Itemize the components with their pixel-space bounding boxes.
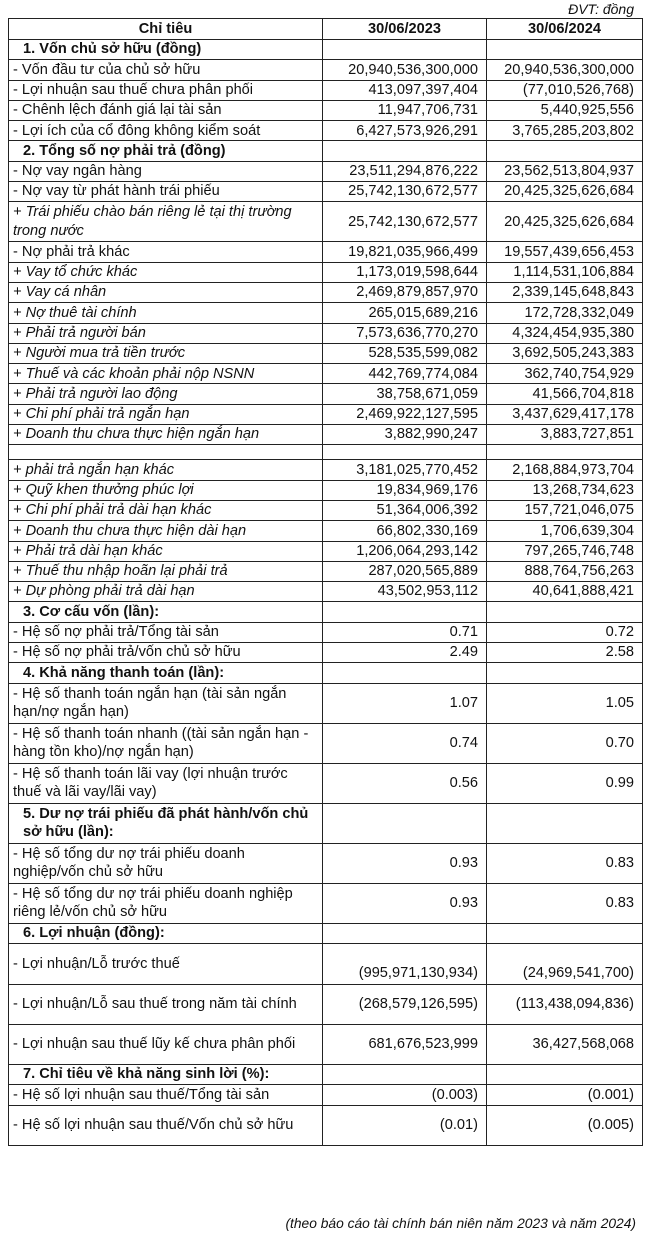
- row-label: - Lợi ích của cổ đông không kiểm soát: [9, 121, 323, 141]
- value-2023: 2.49: [323, 643, 487, 663]
- row-label: 1. Vốn chủ sở hữu (đồng): [9, 40, 323, 60]
- table-row: [9, 480, 643, 500]
- table-row: [9, 521, 643, 541]
- value-2023: 23,511,294,876,222: [323, 161, 487, 181]
- row-label: - Hệ số tổng dư nợ trái phiếu doanh nghiệp riêng lẻ/vốn chủ sở hữu: [9, 883, 323, 923]
- row-label: - Hệ số nợ phải trả/Tổng tài sản: [9, 622, 323, 642]
- value-2024: (0.005): [487, 1105, 643, 1145]
- value-2024: [487, 803, 643, 843]
- row-label: - Hệ số thanh toán lãi vay (lợi nhuận trước thuế và lãi vay/lãi vay): [9, 763, 323, 803]
- table-row: [9, 683, 643, 723]
- value-2024: 19,557,439,656,453: [487, 242, 643, 262]
- row-label: 6. Lợi nhuận (đồng):: [9, 923, 323, 943]
- financial-table: [8, 18, 643, 1146]
- table-row: [9, 100, 643, 120]
- row-label: 7. Chỉ tiêu về khả năng sinh lời (%):: [9, 1064, 323, 1084]
- table-row: [9, 1085, 643, 1105]
- row-label: 3. Cơ cấu vốn (lần):: [9, 602, 323, 622]
- table-header-row: [9, 19, 643, 40]
- row-label: + Vay cá nhân: [9, 282, 323, 302]
- value-2024: 0.99: [487, 763, 643, 803]
- table-row: [9, 323, 643, 343]
- value-2023: 19,821,035,966,499: [323, 242, 487, 262]
- value-2024: 362,740,754,929: [487, 364, 643, 384]
- value-2023: 2,469,922,127,595: [323, 404, 487, 424]
- row-label: 4. Khả năng thanh toán (lần):: [9, 663, 323, 683]
- value-2024: 3,692,505,243,383: [487, 343, 643, 363]
- value-2024: (77,010,526,768): [487, 80, 643, 100]
- value-2024: (113,438,094,836): [487, 984, 643, 1024]
- value-2023: 11,947,706,731: [323, 100, 487, 120]
- table-row: [9, 182, 643, 202]
- value-2024: 3,437,629,417,178: [487, 404, 643, 424]
- value-2023: 3,882,990,247: [323, 425, 487, 445]
- value-2024: 0.70: [487, 723, 643, 763]
- value-2023: 413,097,397,404: [323, 80, 487, 100]
- section-row: [9, 40, 643, 60]
- table-row: [9, 262, 643, 282]
- value-2024: 1,706,639,304: [487, 521, 643, 541]
- value-2023: [323, 445, 487, 460]
- section-row: [9, 1064, 643, 1084]
- value-2023: 681,676,523,999: [323, 1024, 487, 1064]
- value-2023: 1,206,064,293,142: [323, 541, 487, 561]
- table-row: [9, 541, 643, 561]
- value-2024: [487, 445, 643, 460]
- table-row: [9, 161, 643, 181]
- table-row: [9, 404, 643, 424]
- table-row: [9, 1105, 643, 1145]
- value-2023: 1.07: [323, 683, 487, 723]
- row-label: - Chênh lệch đánh giá lại tài sản: [9, 100, 323, 120]
- value-2024: 3,883,727,851: [487, 425, 643, 445]
- value-2024: 5,440,925,556: [487, 100, 643, 120]
- row-label: - Lợi nhuận sau thuế lũy kế chưa phân phối: [9, 1024, 323, 1064]
- value-2024: [487, 40, 643, 60]
- table-row: [9, 943, 643, 984]
- value-2023: 442,769,774,084: [323, 364, 487, 384]
- value-2023: 38,758,671,059: [323, 384, 487, 404]
- value-2024: 157,721,046,075: [487, 500, 643, 520]
- value-2024: 36,427,568,068: [487, 1024, 643, 1064]
- value-2023: (268,579,126,595): [323, 984, 487, 1024]
- value-2023: (0.01): [323, 1105, 487, 1145]
- value-2023: 0.71: [323, 622, 487, 642]
- value-2023: 528,535,599,082: [323, 343, 487, 363]
- table-row: [9, 242, 643, 262]
- value-2024: [487, 141, 643, 161]
- table-row: [9, 202, 643, 242]
- table-row: [9, 582, 643, 602]
- table-row: [9, 60, 643, 80]
- value-2023: (0.003): [323, 1085, 487, 1105]
- value-2024: 0.72: [487, 622, 643, 642]
- value-2023: [323, 923, 487, 943]
- table-row: [9, 622, 643, 642]
- value-2023: 0.93: [323, 883, 487, 923]
- value-2023: 2,469,879,857,970: [323, 282, 487, 302]
- value-2024: [487, 602, 643, 622]
- section-row: [9, 923, 643, 943]
- value-2024: (0.001): [487, 1085, 643, 1105]
- value-2023: 265,015,689,216: [323, 303, 487, 323]
- table-row: [9, 883, 643, 923]
- row-label: 5. Dư nợ trái phiếu đã phát hành/vốn chủ sở hữu (lần):: [9, 803, 323, 843]
- row-label: - Hệ số tổng dư nợ trái phiếu doanh nghiệp/vốn chủ sở hữu: [9, 843, 323, 883]
- row-label: + Trái phiếu chào bán riêng lẻ tại thị trường trong nước: [9, 202, 323, 242]
- row-label: 2. Tổng số nợ phải trả (đồng): [9, 141, 323, 161]
- header-2023: 30/06/2023: [323, 19, 487, 40]
- value-2023: 287,020,565,889: [323, 561, 487, 581]
- value-2023: 0.93: [323, 843, 487, 883]
- value-2024: 20,425,325,626,684: [487, 182, 643, 202]
- value-2024: 20,940,536,300,000: [487, 60, 643, 80]
- row-label: + Nợ thuê tài chính: [9, 303, 323, 323]
- row-label: + Vay tổ chức khác: [9, 262, 323, 282]
- table-row: [9, 843, 643, 883]
- row-label: + Chi phí phải trả ngắn hạn: [9, 404, 323, 424]
- row-label: - Hệ số thanh toán nhanh ((tài sản ngắn hạn - hàng tồn kho)/nợ ngắn hạn): [9, 723, 323, 763]
- value-2024: 20,425,325,626,684: [487, 202, 643, 242]
- value-2024: [487, 1064, 643, 1084]
- table-row: [9, 561, 643, 581]
- row-label: - Lợi nhuận/Lỗ sau thuế trong năm tài chính: [9, 984, 323, 1024]
- row-label: - Vốn đầu tư của chủ sở hữu: [9, 60, 323, 80]
- row-label: + Người mua trả tiền trước: [9, 343, 323, 363]
- row-label: + Phải trả người bán: [9, 323, 323, 343]
- row-label: + Chi phí phải trả dài hạn khác: [9, 500, 323, 520]
- value-2024: [487, 663, 643, 683]
- value-2024: 2.58: [487, 643, 643, 663]
- row-label: - Nợ vay từ phát hành trái phiếu: [9, 182, 323, 202]
- table-row: [9, 643, 643, 663]
- table-row: [9, 121, 643, 141]
- value-2023: 43,502,953,112: [323, 582, 487, 602]
- value-2023: 25,742,130,672,577: [323, 182, 487, 202]
- table-row: [9, 1024, 643, 1064]
- value-2023: 7,573,636,770,270: [323, 323, 487, 343]
- value-2023: 0.74: [323, 723, 487, 763]
- value-2024: 41,566,704,818: [487, 384, 643, 404]
- table-row: [9, 460, 643, 480]
- value-2023: 3,181,025,770,452: [323, 460, 487, 480]
- spacer-row: [9, 445, 643, 460]
- value-2023: [323, 141, 487, 161]
- value-2023: [323, 803, 487, 843]
- value-2023: 66,802,330,169: [323, 521, 487, 541]
- value-2024: 2,168,884,973,704: [487, 460, 643, 480]
- value-2024: 40,641,888,421: [487, 582, 643, 602]
- row-label: - Nợ phải trả khác: [9, 242, 323, 262]
- value-2023: 20,940,536,300,000: [323, 60, 487, 80]
- row-label: + phải trả ngắn hạn khác: [9, 460, 323, 480]
- table-body: [9, 40, 643, 1146]
- value-2023: [323, 40, 487, 60]
- value-2024: [487, 923, 643, 943]
- value-2024: 3,765,285,203,802: [487, 121, 643, 141]
- value-2024: 0.83: [487, 843, 643, 883]
- value-2024: 0.83: [487, 883, 643, 923]
- row-label: [9, 445, 323, 460]
- row-label: - Lợi nhuận/Lỗ trước thuế: [9, 943, 323, 984]
- value-2024: 888,764,756,263: [487, 561, 643, 581]
- value-2024: 4,324,454,935,380: [487, 323, 643, 343]
- table-row: [9, 723, 643, 763]
- row-label: - Hệ số lợi nhuận sau thuế/Tổng tài sản: [9, 1085, 323, 1105]
- value-2023: [323, 663, 487, 683]
- value-2024: 1.05: [487, 683, 643, 723]
- value-2024: 2,339,145,648,843: [487, 282, 643, 302]
- table-row: [9, 500, 643, 520]
- table-row: [9, 364, 643, 384]
- value-2023: 51,364,006,392: [323, 500, 487, 520]
- row-label: + Phải trả dài hạn khác: [9, 541, 323, 561]
- row-label: + Thuế thu nhập hoãn lại phải trả: [9, 561, 323, 581]
- row-label: - Hệ số nợ phải trả/vốn chủ sở hữu: [9, 643, 323, 663]
- value-2024: (24,969,541,700): [487, 943, 643, 984]
- value-2024: 1,114,531,106,884: [487, 262, 643, 282]
- source-footnote: (theo báo cáo tài chính bán niên năm 2023 và năm 2024): [285, 1216, 636, 1231]
- row-label: - Hệ số thanh toán ngắn hạn (tài sản ngắn hạn/nợ ngắn hạn): [9, 683, 323, 723]
- table-row: [9, 343, 643, 363]
- table-row: [9, 80, 643, 100]
- value-2023: 1,173,019,598,644: [323, 262, 487, 282]
- unit-label: ĐVT: đồng: [568, 1, 634, 17]
- section-row: [9, 663, 643, 683]
- value-2023: 25,742,130,672,577: [323, 202, 487, 242]
- row-label: + Phải trả người lao động: [9, 384, 323, 404]
- row-label: + Quỹ khen thưởng phúc lợi: [9, 480, 323, 500]
- table-row: [9, 384, 643, 404]
- value-2024: 13,268,734,623: [487, 480, 643, 500]
- value-2024: 797,265,746,748: [487, 541, 643, 561]
- value-2023: (995,971,130,934): [323, 943, 487, 984]
- table-row: [9, 763, 643, 803]
- value-2023: [323, 1064, 487, 1084]
- row-label: - Lợi nhuận sau thuế chưa phân phối: [9, 80, 323, 100]
- value-2023: [323, 602, 487, 622]
- value-2024: 172,728,332,049: [487, 303, 643, 323]
- value-2024: 23,562,513,804,937: [487, 161, 643, 181]
- value-2023: 6,427,573,926,291: [323, 121, 487, 141]
- header-2024: 30/06/2024: [487, 19, 643, 40]
- row-label: + Doanh thu chưa thực hiện dài hạn: [9, 521, 323, 541]
- row-label: + Thuế và các khoản phải nộp NSNN: [9, 364, 323, 384]
- section-row: [9, 803, 643, 843]
- row-label: - Nợ vay ngân hàng: [9, 161, 323, 181]
- row-label: + Doanh thu chưa thực hiện ngắn hạn: [9, 425, 323, 445]
- table-row: [9, 303, 643, 323]
- section-row: [9, 602, 643, 622]
- table-row: [9, 282, 643, 302]
- table-row: [9, 425, 643, 445]
- section-row: [9, 141, 643, 161]
- value-2023: 0.56: [323, 763, 487, 803]
- row-label: + Dự phòng phải trả dài hạn: [9, 582, 323, 602]
- value-2023: 19,834,969,176: [323, 480, 487, 500]
- row-label: - Hệ số lợi nhuận sau thuế/Vốn chủ sở hữu: [9, 1105, 323, 1145]
- header-indicator: Chỉ tiêu: [9, 19, 323, 40]
- table-row: [9, 984, 643, 1024]
